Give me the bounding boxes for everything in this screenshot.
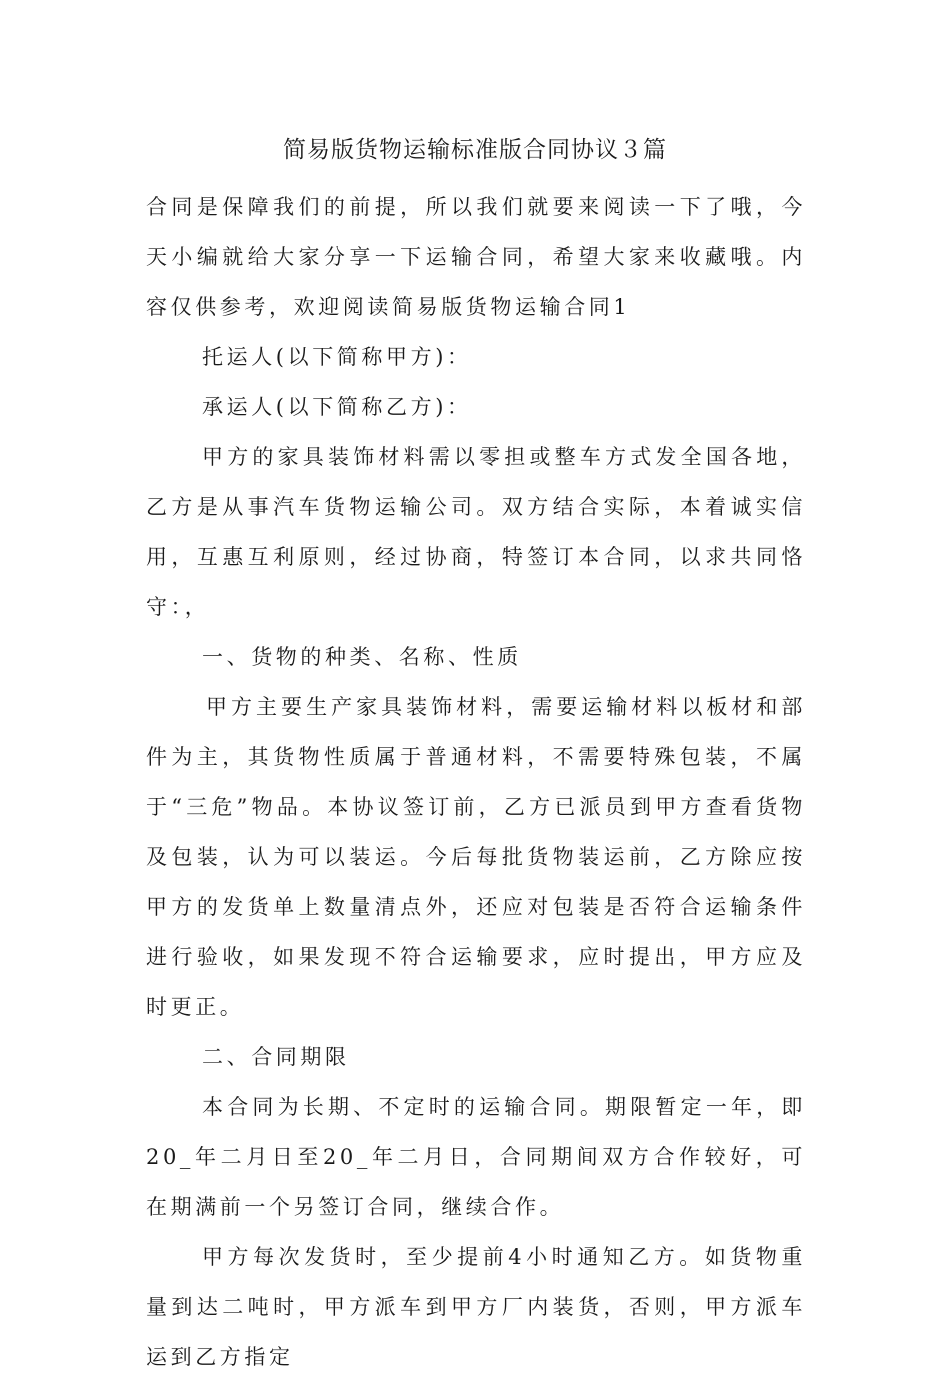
section1-heading: 一、货物的种类、名称、性质 — [202, 645, 522, 669]
section1-body: 甲方主要生产家具装饰材料，需要运输材料以板材和部件为主，其货物性质属于普通材料，不需要特殊包装，不属于“三危”物品。本协议签订前，乙方已派员到甲方查看货物及包装，认为可以装运。今后每批货物装运前，乙方除应按甲方的发货单上数量清点外，还应对包装是否符合运输条件进行验收，如果发现不符合运输要求，应时提出，甲方应及时更正。 — [146, 695, 806, 1019]
paragraph-carrier: 承运人(以下简称乙方)： — [202, 395, 472, 419]
section2-body: 本合同为长期、不定时的运输合同。期限暂定一年，即20_年二月日至20_年二月日，合同期间双方合作较好，可在期满前一个另签订合同，继续合作。 — [146, 1095, 806, 1219]
document-body — [146, 182, 806, 1382]
document-title: 简易版货物运输标准版合同协议３篇 — [283, 137, 667, 163]
section2-heading: 二、合同期限 — [202, 1045, 350, 1069]
section2-notice: 甲方每次发货时，至少提前4小时通知乙方。如货物重量到达二吨时，甲方派车到甲方厂内装货，否则，甲方派车运到乙方指定 — [146, 1245, 806, 1369]
paragraph-shipper: 托运人(以下简称甲方)： — [202, 345, 472, 369]
paragraph-preamble: 甲方的家具装饰材料需以零担或整车方式发全国各地，乙方是从事汽车货物运输公司。双方结合实际，本着诚实信用，互惠互利原则，经过协商，特签订本合同，以求共同恪守：， — [146, 445, 806, 619]
paragraph-intro: 合同是保障我们的前提，所以我们就要来阅读一下了哦，今天小编就给大家分享一下运输合同，希望大家来收藏哦。内容仅供参考，欢迎阅读简易版货物运输合同1 — [146, 195, 806, 319]
